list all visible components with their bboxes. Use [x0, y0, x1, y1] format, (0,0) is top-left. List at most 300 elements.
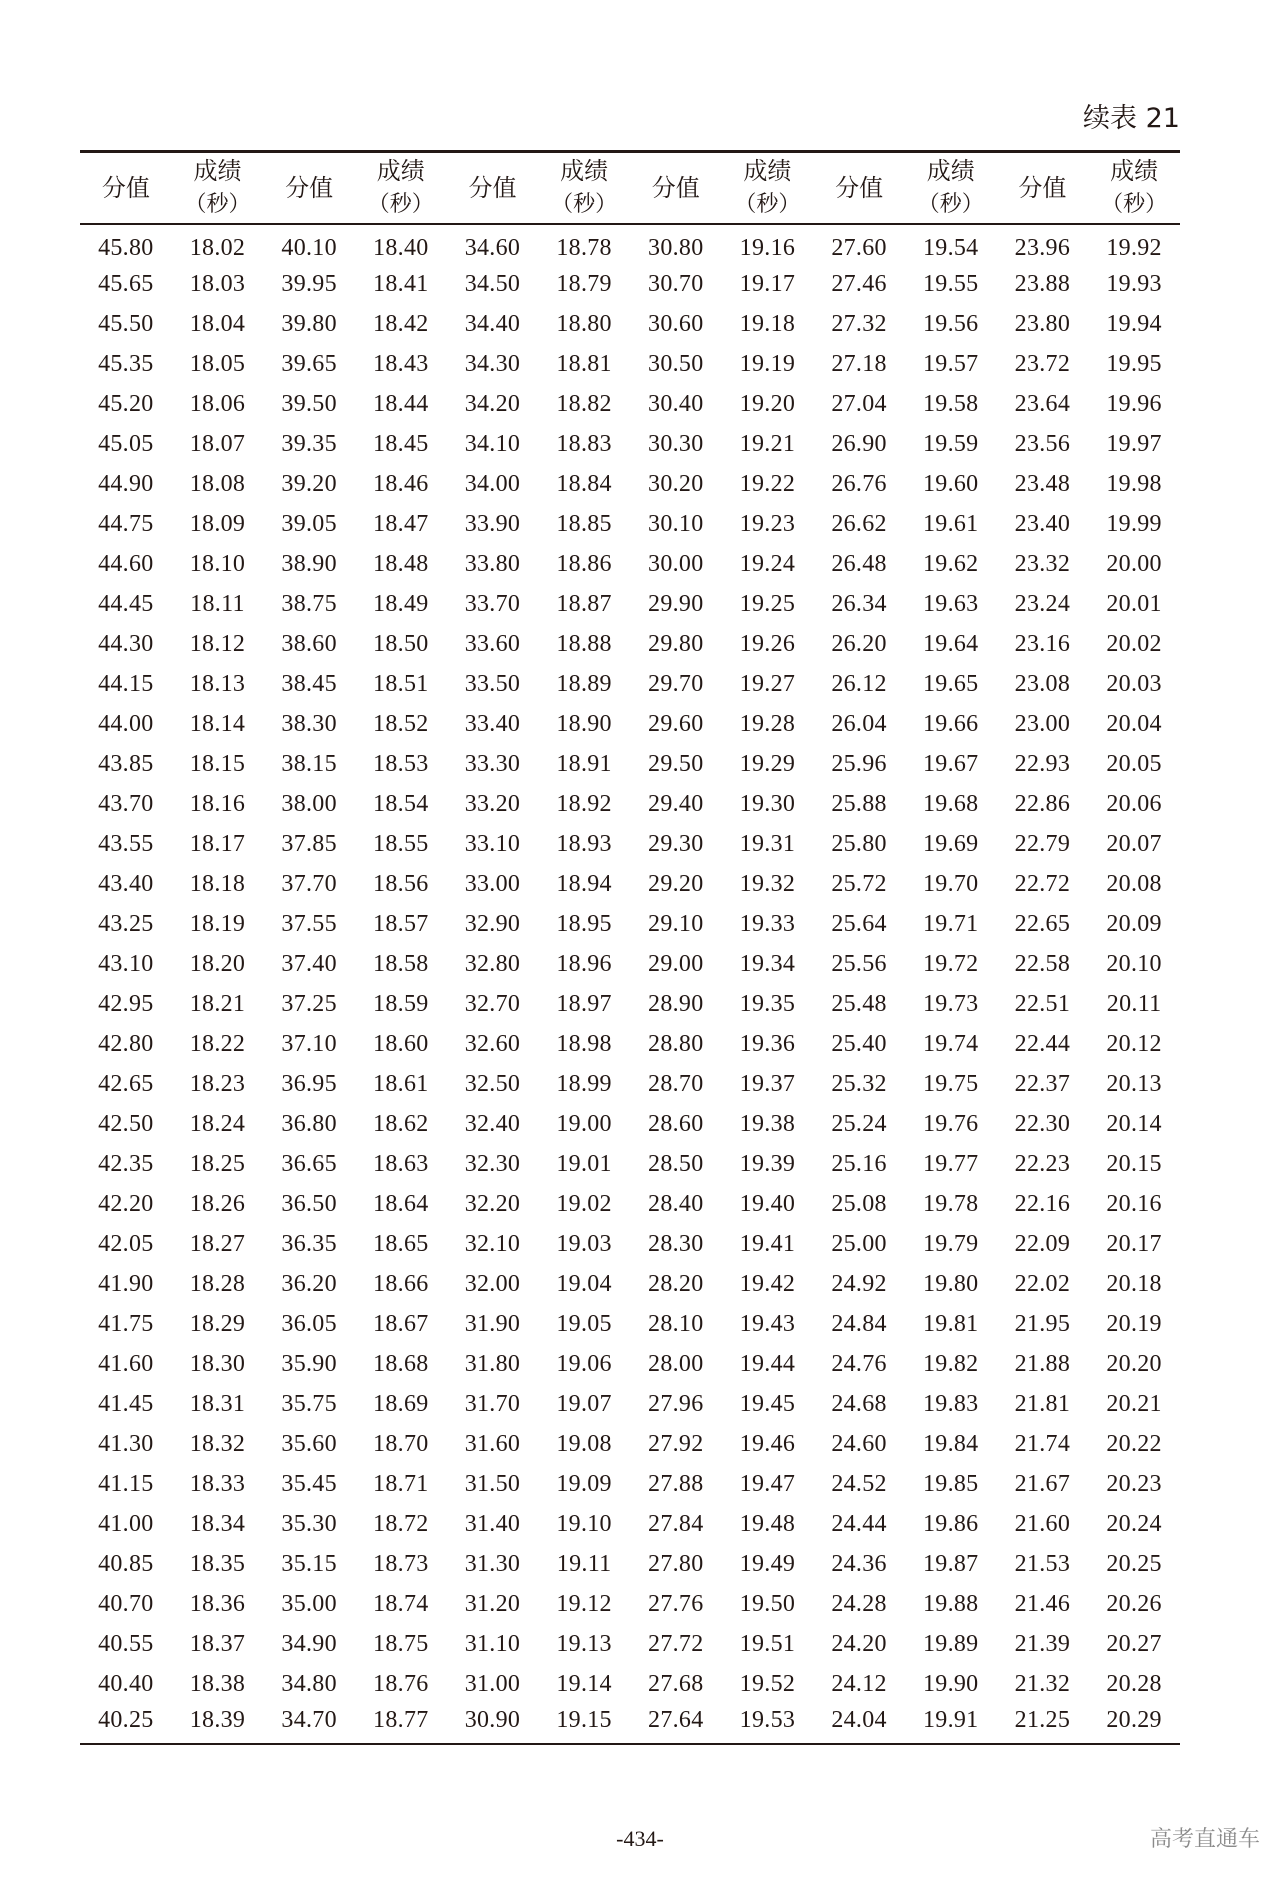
result-cell: 18.83 [556, 430, 612, 457]
result-cell: 18.25 [189, 1150, 246, 1177]
score-cell: 34.80 [281, 1670, 337, 1697]
result-cell: 20.03 [1106, 670, 1162, 697]
score-cell: 32.00 [464, 1270, 521, 1297]
result-cell: 18.96 [556, 950, 612, 977]
result-cell: 18.34 [189, 1510, 246, 1537]
score-cell: 29.40 [648, 790, 704, 817]
score-cell: 40.40 [98, 1670, 154, 1697]
score-cell: 32.50 [464, 1070, 521, 1097]
score-cell: 43.25 [98, 910, 154, 937]
result-cell: 19.95 [1106, 350, 1162, 377]
table-row [80, 224, 1180, 264]
result-cell: 18.15 [189, 750, 246, 777]
result-cell: 18.71 [373, 1470, 429, 1497]
score-cell: 31.80 [464, 1350, 521, 1377]
result-cell: 19.45 [739, 1390, 796, 1417]
table-row [80, 1264, 1180, 1304]
result-cell: 18.87 [556, 590, 612, 617]
result-cell: 20.09 [1106, 910, 1162, 937]
score-cell: 27.68 [648, 1670, 704, 1697]
score-cell: 40.85 [98, 1550, 154, 1577]
result-cell: 19.74 [922, 1030, 979, 1057]
score-cell: 30.60 [648, 310, 704, 337]
score-cell: 22.37 [1014, 1070, 1071, 1097]
result-cell: 18.50 [373, 630, 429, 657]
score-cell: 40.55 [98, 1630, 154, 1657]
result-cell: 19.02 [556, 1190, 612, 1217]
score-cell: 25.64 [831, 910, 887, 937]
header-result-seconds [355, 152, 447, 225]
result-cell: 19.91 [922, 1707, 979, 1733]
result-cell: 19.89 [922, 1630, 979, 1657]
result-cell: 19.75 [922, 1070, 979, 1097]
table-row [80, 744, 1180, 784]
score-cell: 21.81 [1014, 1390, 1071, 1417]
result-cell: 18.77 [373, 1707, 429, 1733]
score-cell: 34.00 [464, 470, 521, 497]
result-cell: 20.22 [1106, 1430, 1162, 1457]
result-cell: 18.89 [556, 670, 612, 697]
result-cell: 18.04 [189, 310, 246, 337]
result-cell: 19.51 [739, 1630, 796, 1657]
score-cell: 30.40 [648, 390, 704, 417]
result-cell: 20.27 [1106, 1630, 1162, 1657]
header-unit: （秒） [1101, 192, 1168, 217]
result-cell: 19.65 [922, 670, 979, 697]
result-cell: 19.77 [922, 1150, 979, 1177]
score-cell: 33.10 [464, 830, 521, 857]
result-cell: 19.62 [922, 550, 979, 577]
score-cell: 31.00 [464, 1670, 521, 1697]
score-cell: 40.25 [98, 1707, 154, 1733]
score-cell: 38.00 [281, 790, 337, 817]
table-row [80, 1384, 1180, 1424]
score-cell: 24.20 [831, 1630, 887, 1657]
result-cell: 20.26 [1106, 1590, 1162, 1617]
score-cell: 27.80 [648, 1550, 704, 1577]
header-unit: （秒） [917, 192, 984, 217]
score-cell: 25.96 [831, 750, 887, 777]
header-row [80, 152, 1180, 225]
score-cell: 33.80 [464, 550, 521, 577]
result-cell: 18.06 [189, 390, 246, 417]
score-cell: 32.80 [464, 950, 521, 977]
table-row [80, 1624, 1180, 1664]
score-cell: 22.93 [1014, 750, 1071, 777]
score-cell: 43.70 [98, 790, 154, 817]
result-cell: 18.28 [189, 1270, 246, 1297]
result-cell: 18.82 [556, 390, 612, 417]
score-cell: 24.36 [831, 1550, 887, 1577]
watermark: 高考直通车 [1150, 1827, 1261, 1852]
result-cell: 20.04 [1106, 710, 1162, 737]
result-cell: 18.49 [373, 590, 429, 617]
table-row [80, 544, 1180, 584]
score-cell: 24.52 [831, 1470, 887, 1497]
result-cell: 18.22 [189, 1030, 246, 1057]
result-cell: 19.84 [922, 1430, 979, 1457]
score-cell: 24.60 [831, 1430, 887, 1457]
result-cell: 18.21 [189, 990, 246, 1017]
result-cell: 19.40 [739, 1190, 796, 1217]
score-cell: 28.20 [648, 1270, 704, 1297]
result-cell: 20.23 [1106, 1470, 1162, 1497]
result-cell: 19.16 [739, 235, 796, 261]
result-cell: 19.30 [739, 790, 796, 817]
score-cell: 36.35 [281, 1230, 337, 1257]
result-cell: 19.42 [739, 1270, 796, 1297]
header-label: 分值 [835, 174, 884, 202]
result-cell: 19.32 [739, 870, 796, 897]
score-cell: 27.60 [831, 235, 887, 261]
table-row [80, 464, 1180, 504]
header-label: 分值 [101, 174, 150, 202]
score-cell: 28.90 [648, 990, 704, 1017]
table-header [80, 152, 1180, 225]
score-cell: 41.60 [98, 1350, 154, 1377]
score-cell: 22.65 [1014, 910, 1071, 937]
score-cell: 34.90 [281, 1630, 337, 1657]
score-cell: 24.92 [831, 1270, 887, 1297]
score-cell: 25.16 [831, 1150, 887, 1177]
result-cell: 19.72 [922, 950, 979, 977]
score-cell: 26.62 [831, 510, 887, 537]
score-cell: 26.34 [831, 590, 887, 617]
score-cell: 42.80 [98, 1030, 154, 1057]
score-cell: 30.30 [648, 430, 704, 457]
score-cell: 29.50 [648, 750, 704, 777]
score-cell: 41.00 [98, 1510, 154, 1537]
score-cell: 34.40 [464, 310, 521, 337]
result-cell: 19.86 [922, 1510, 979, 1537]
result-cell: 18.67 [373, 1310, 429, 1337]
score-cell: 23.64 [1014, 390, 1071, 417]
score-cell: 36.95 [281, 1070, 337, 1097]
score-cell: 38.45 [281, 670, 337, 697]
score-cell: 25.08 [831, 1190, 887, 1217]
result-cell: 19.47 [739, 1470, 796, 1497]
result-cell: 18.42 [373, 310, 429, 337]
result-cell: 19.63 [922, 590, 979, 617]
result-cell: 18.03 [189, 270, 246, 297]
result-cell: 20.17 [1106, 1230, 1162, 1257]
result-cell: 20.19 [1106, 1310, 1162, 1337]
score-cell: 33.50 [464, 670, 521, 697]
header-label: 成绩 [743, 157, 792, 185]
score-cell: 30.10 [648, 510, 704, 537]
score-cell: 42.20 [98, 1190, 154, 1217]
header-label: 成绩 [193, 157, 242, 185]
score-cell: 27.04 [831, 390, 887, 417]
table-row [80, 904, 1180, 944]
table-row [80, 264, 1180, 304]
score-cell: 31.10 [464, 1630, 521, 1657]
result-cell: 19.97 [1106, 430, 1162, 457]
score-cell: 27.46 [831, 270, 887, 297]
score-cell: 25.80 [831, 830, 887, 857]
score-cell: 28.00 [648, 1350, 704, 1377]
score-cell: 23.72 [1014, 350, 1071, 377]
table-row [80, 1504, 1180, 1544]
result-cell: 18.92 [556, 790, 612, 817]
result-cell: 18.60 [373, 1030, 429, 1057]
score-cell: 26.90 [831, 430, 887, 457]
header-unit: （秒） [551, 192, 618, 217]
result-cell: 19.11 [556, 1550, 612, 1577]
score-cell: 26.12 [831, 670, 887, 697]
table-row [80, 344, 1180, 384]
result-cell: 19.82 [922, 1350, 979, 1377]
result-cell: 19.05 [556, 1310, 612, 1337]
score-cell: 33.20 [464, 790, 521, 817]
result-cell: 18.39 [189, 1707, 246, 1733]
score-cell: 27.84 [648, 1510, 704, 1537]
result-cell: 18.88 [556, 630, 612, 657]
score-cell: 29.80 [648, 630, 704, 657]
result-cell: 18.63 [373, 1150, 429, 1177]
header-result-seconds [905, 152, 997, 225]
score-cell: 45.35 [98, 350, 154, 377]
result-cell: 20.11 [1106, 990, 1162, 1017]
result-cell: 19.80 [922, 1270, 979, 1297]
result-cell: 19.25 [739, 590, 796, 617]
score-cell: 21.88 [1014, 1350, 1071, 1377]
score-cell: 23.00 [1014, 710, 1071, 737]
result-cell: 18.93 [556, 830, 612, 857]
score-cell: 22.79 [1014, 830, 1071, 857]
result-cell: 18.79 [556, 270, 612, 297]
score-cell: 37.40 [281, 950, 337, 977]
result-cell: 20.20 [1106, 1350, 1162, 1377]
table-row [80, 1144, 1180, 1184]
result-cell: 19.85 [922, 1470, 979, 1497]
header-label: 成绩 [376, 157, 425, 185]
result-cell: 18.64 [373, 1190, 429, 1217]
score-cell: 23.80 [1014, 310, 1071, 337]
result-cell: 19.64 [922, 630, 979, 657]
score-cell: 28.50 [648, 1150, 704, 1177]
score-cell: 29.30 [648, 830, 704, 857]
result-cell: 18.45 [373, 430, 429, 457]
result-cell: 19.73 [922, 990, 979, 1017]
score-cell: 21.60 [1014, 1510, 1071, 1537]
score-cell: 31.20 [464, 1590, 521, 1617]
score-cell: 29.70 [648, 670, 704, 697]
score-cell: 32.60 [464, 1030, 521, 1057]
result-cell: 19.92 [1106, 235, 1162, 261]
table-row [80, 984, 1180, 1024]
header-result-seconds [538, 152, 630, 225]
score-cell: 37.25 [281, 990, 337, 1017]
result-cell: 18.11 [190, 590, 245, 617]
result-cell: 18.61 [373, 1070, 429, 1097]
score-table-container [80, 150, 1180, 1745]
score-cell: 44.00 [98, 710, 154, 737]
result-cell: 19.27 [739, 670, 796, 697]
result-cell: 19.87 [922, 1550, 979, 1577]
result-cell: 20.28 [1106, 1670, 1162, 1697]
result-cell: 20.00 [1106, 550, 1162, 577]
result-cell: 19.76 [922, 1110, 979, 1137]
result-cell: 19.14 [556, 1670, 612, 1697]
header-label: 分值 [1018, 174, 1067, 202]
result-cell: 19.53 [739, 1707, 796, 1733]
result-cell: 18.56 [373, 870, 429, 897]
score-cell: 25.00 [831, 1230, 887, 1257]
score-cell: 33.60 [464, 630, 521, 657]
result-cell: 19.44 [739, 1350, 796, 1377]
result-cell: 19.43 [739, 1310, 796, 1337]
result-cell: 18.76 [373, 1670, 429, 1697]
score-table [80, 150, 1180, 1745]
header-score [997, 152, 1089, 225]
score-cell: 28.30 [648, 1230, 704, 1257]
header-score [630, 152, 722, 225]
score-cell: 21.53 [1014, 1550, 1071, 1577]
score-cell: 30.80 [648, 235, 704, 261]
result-cell: 19.71 [922, 910, 979, 937]
score-cell: 27.88 [648, 1470, 704, 1497]
result-cell: 20.05 [1106, 750, 1162, 777]
score-cell: 33.00 [464, 870, 521, 897]
result-cell: 19.88 [922, 1590, 979, 1617]
score-cell: 28.40 [648, 1190, 704, 1217]
score-cell: 22.44 [1014, 1030, 1071, 1057]
score-cell: 30.00 [648, 550, 704, 577]
result-cell: 18.38 [189, 1670, 246, 1697]
table-row [80, 1064, 1180, 1104]
result-cell: 18.86 [556, 550, 612, 577]
score-cell: 28.70 [648, 1070, 704, 1097]
result-cell: 18.51 [373, 670, 429, 697]
score-cell: 22.16 [1014, 1190, 1071, 1217]
result-cell: 18.23 [189, 1070, 246, 1097]
score-cell: 41.30 [98, 1430, 154, 1457]
score-cell: 36.05 [281, 1310, 337, 1337]
result-cell: 19.35 [739, 990, 796, 1017]
score-cell: 22.86 [1014, 790, 1071, 817]
result-cell: 18.84 [556, 470, 612, 497]
score-cell: 31.70 [464, 1390, 521, 1417]
score-cell: 38.75 [281, 590, 337, 617]
score-cell: 24.76 [831, 1350, 887, 1377]
score-cell: 21.74 [1014, 1430, 1071, 1457]
score-cell: 39.35 [281, 430, 337, 457]
result-cell: 19.57 [922, 350, 979, 377]
score-cell: 38.30 [281, 710, 337, 737]
result-cell: 19.99 [1106, 510, 1162, 537]
score-cell: 25.40 [831, 1030, 887, 1057]
score-cell: 34.60 [464, 235, 521, 261]
score-cell: 39.95 [281, 270, 337, 297]
table-row [80, 1024, 1180, 1064]
score-cell: 41.15 [98, 1470, 154, 1497]
header-score [80, 152, 172, 225]
score-cell: 34.10 [464, 430, 521, 457]
result-cell: 19.06 [556, 1350, 612, 1377]
result-cell: 19.28 [739, 710, 796, 737]
result-cell: 19.98 [1106, 470, 1162, 497]
score-cell: 34.30 [464, 350, 521, 377]
result-cell: 18.05 [189, 350, 246, 377]
header-unit: （秒） [367, 192, 434, 217]
score-cell: 38.15 [281, 750, 337, 777]
result-cell: 19.08 [556, 1430, 612, 1457]
score-cell: 34.20 [464, 390, 521, 417]
table-row [80, 1184, 1180, 1224]
header-score [447, 152, 539, 225]
score-cell: 26.04 [831, 710, 887, 737]
result-cell: 18.17 [189, 830, 246, 857]
result-cell: 18.27 [189, 1230, 246, 1257]
score-cell: 39.65 [281, 350, 337, 377]
score-cell: 21.39 [1014, 1630, 1071, 1657]
header-label: 分值 [285, 174, 334, 202]
result-cell: 20.02 [1106, 630, 1162, 657]
score-cell: 30.50 [648, 350, 704, 377]
result-cell: 20.12 [1106, 1030, 1162, 1057]
score-cell: 42.95 [98, 990, 154, 1017]
result-cell: 20.15 [1106, 1150, 1162, 1177]
score-cell: 40.10 [281, 235, 337, 261]
table-row [80, 1664, 1180, 1704]
score-cell: 38.60 [281, 630, 337, 657]
score-cell: 41.90 [98, 1270, 154, 1297]
result-cell: 20.06 [1106, 790, 1162, 817]
table-row [80, 1704, 1180, 1744]
result-cell: 19.18 [739, 310, 796, 337]
table-row [80, 1464, 1180, 1504]
result-cell: 18.08 [189, 470, 246, 497]
score-cell: 28.80 [648, 1030, 704, 1057]
score-cell: 45.80 [98, 235, 154, 261]
result-cell: 18.99 [556, 1070, 612, 1097]
score-cell: 22.23 [1014, 1150, 1071, 1177]
result-cell: 19.10 [556, 1510, 612, 1537]
result-cell: 19.04 [556, 1270, 612, 1297]
result-cell: 18.94 [556, 870, 612, 897]
result-cell: 19.59 [922, 430, 979, 457]
score-cell: 34.70 [281, 1707, 337, 1733]
table-row [80, 1304, 1180, 1344]
result-cell: 19.93 [1106, 270, 1162, 297]
result-cell: 20.14 [1106, 1110, 1162, 1137]
result-cell: 18.18 [189, 870, 246, 897]
score-cell: 21.25 [1014, 1707, 1071, 1733]
score-cell: 44.15 [98, 670, 154, 697]
result-cell: 20.10 [1106, 950, 1162, 977]
result-cell: 19.78 [922, 1190, 979, 1217]
score-cell: 44.30 [98, 630, 154, 657]
score-cell: 33.70 [464, 590, 521, 617]
table-row [80, 864, 1180, 904]
score-cell: 30.70 [648, 270, 704, 297]
score-cell: 29.10 [648, 910, 704, 937]
score-cell: 25.24 [831, 1110, 887, 1137]
result-cell: 19.60 [922, 470, 979, 497]
result-cell: 18.97 [556, 990, 612, 1017]
result-cell: 19.55 [922, 270, 979, 297]
score-cell: 30.90 [464, 1707, 521, 1733]
result-cell: 18.78 [556, 235, 612, 261]
table-body [80, 224, 1180, 1744]
result-cell: 18.55 [373, 830, 429, 857]
result-cell: 18.29 [189, 1310, 246, 1337]
result-cell: 19.83 [922, 1390, 979, 1417]
score-cell: 25.72 [831, 870, 887, 897]
score-cell: 31.30 [464, 1550, 521, 1577]
result-cell: 20.08 [1106, 870, 1162, 897]
